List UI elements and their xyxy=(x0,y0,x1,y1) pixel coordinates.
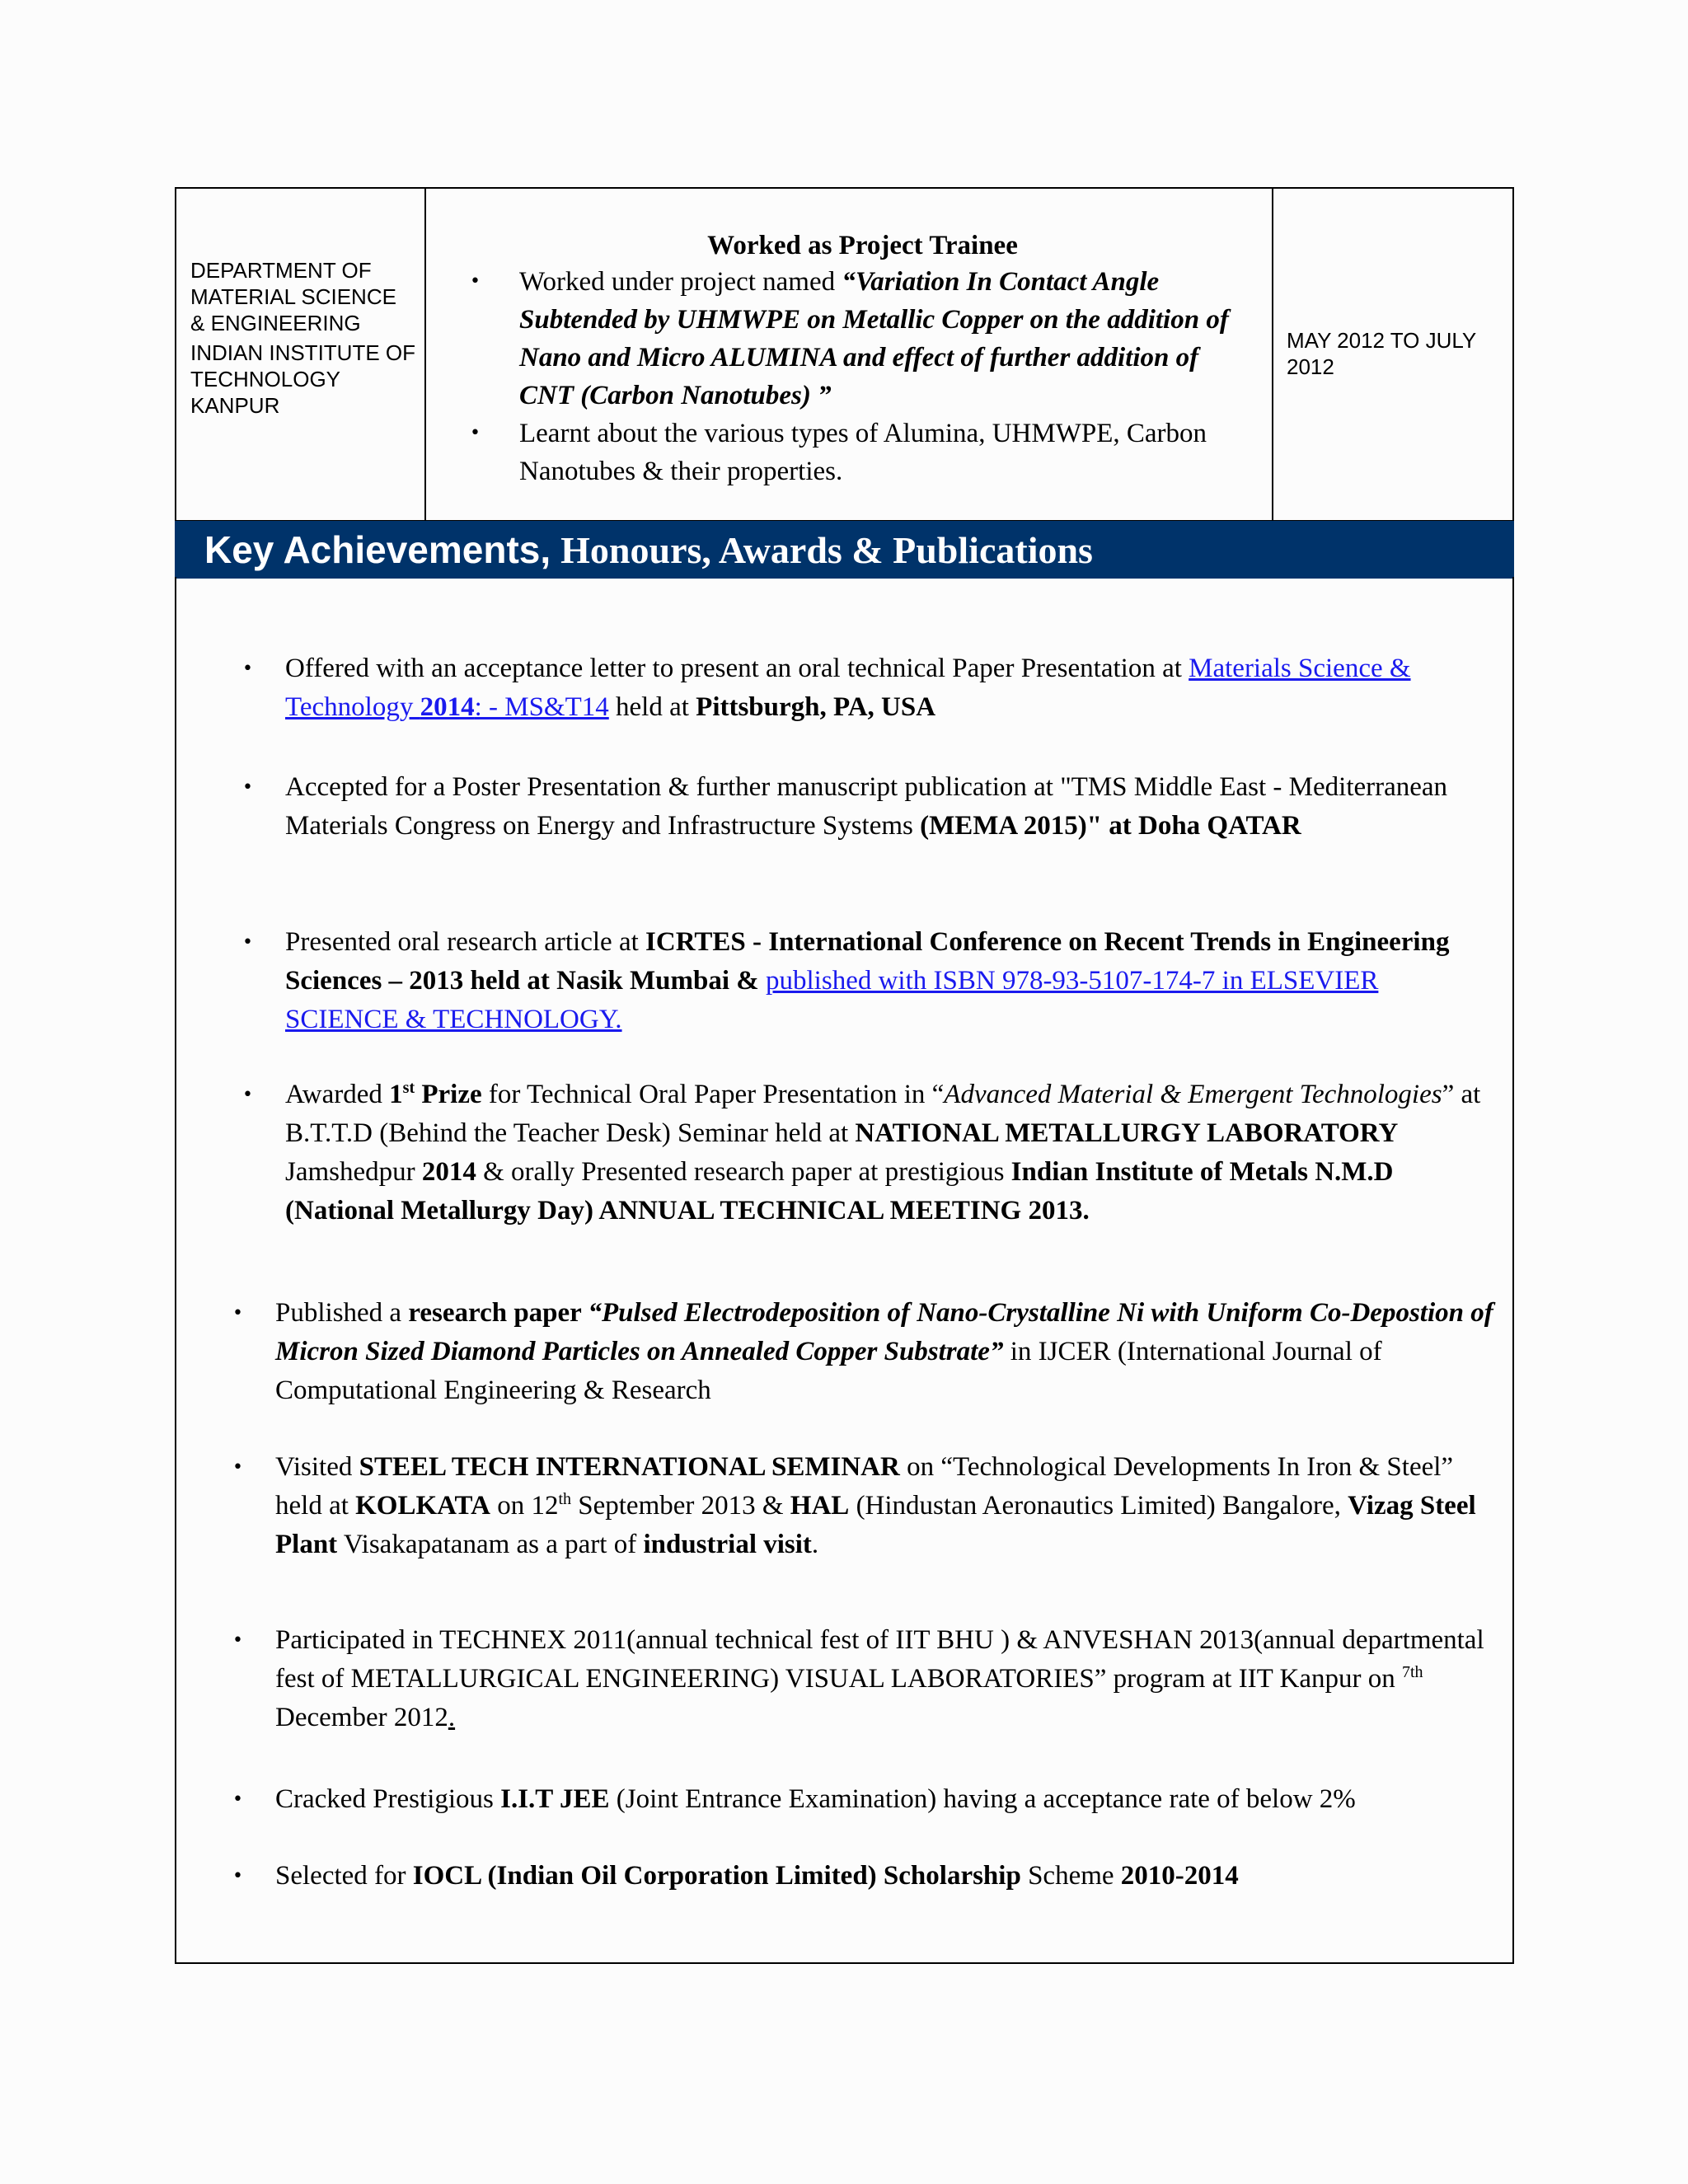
plant-name: Vizag Steel Plant xyxy=(275,1491,1476,1559)
achievement-text: Selected for xyxy=(275,1861,413,1891)
visit-type: industrial visit xyxy=(643,1530,812,1559)
paper-title: “Pulsed Electrodeposition of Nano-Crystalline Ni with Uniform Co-Depostion of Micron Sized Diamond Particles on Annealed Copper Substrate” xyxy=(275,1298,1493,1366)
achievement-text: December 2012 xyxy=(275,1703,448,1732)
achievement-text: Visited xyxy=(275,1452,359,1482)
achievement-text: & orally Presented research paper at prestigious xyxy=(476,1157,1011,1187)
department-name: DEPARTMENT OF MATERIAL SCIENCE & ENGINEERING xyxy=(190,258,396,335)
achievement-item xyxy=(242,768,1472,846)
achievement-text: on “Technological Developments In Iron & Steel” held at xyxy=(275,1452,1454,1521)
achievement-item xyxy=(242,1076,1497,1230)
location-text: Pittsburgh, PA, USA xyxy=(696,692,936,722)
link-text-bold: 2014 xyxy=(420,692,475,722)
achievement-text: September 2013 & xyxy=(571,1491,790,1521)
experience-table xyxy=(175,187,1514,522)
achievements-box xyxy=(175,577,1514,1964)
scholarship-name: IOCL (Indian Oil Corporation Limited) Scholarship xyxy=(412,1861,1021,1891)
link-text: : - MS&T14 xyxy=(474,692,609,722)
achievement-text: . xyxy=(811,1530,819,1559)
meeting-name: Indian Institute of Metals N.M.D (National Metallurgy Day) ANNUAL TECHNICAL MEETING 2013. xyxy=(285,1157,1394,1226)
ordinal-suffix: th xyxy=(558,1490,571,1508)
city-name: KOLKATA xyxy=(355,1491,490,1521)
section-header-achievements xyxy=(175,521,1514,579)
achievement-text: in IJCER (International Journal of Computational Engineering & Research xyxy=(275,1337,1382,1405)
year-range: 2010-2014 xyxy=(1120,1861,1239,1891)
bullet-icon: • xyxy=(242,658,253,679)
achievement-text: ” at B.T.T.D (Behind the Teacher Desk) Seminar held at xyxy=(285,1080,1481,1148)
achievement-bold-text: ICRTES - International Conference on Recent Trends in Engineering Sciences – 2013 held at Nasik Mumbai & xyxy=(285,927,1450,996)
learning-text: Learnt about the various types of Alumina, UHMWPE, Carbon Nanotubes & their properties. xyxy=(519,419,1207,486)
achievement-text: Accepted for a Poster Presentation & further manuscript publication at "TMS Middle East - Mediterranean Materials Congress on Energy and Infrastructure Systems xyxy=(285,772,1448,841)
achievement-item xyxy=(232,1294,1495,1410)
achievement-item xyxy=(242,923,1497,1039)
experience-detail-cell xyxy=(426,189,1273,520)
link-text: Materials Science & Technology xyxy=(285,654,1411,722)
ordinal-suffix: st xyxy=(402,1079,415,1097)
achievement-text: (Hindustan Aeronautics Limited) Bangalore, xyxy=(849,1491,1348,1521)
isbn-publication-link[interactable]: published with ISBN 978-93-5107-174-7 in ELSEVIER SCIENCE & TECHNOLOGY. xyxy=(285,966,1379,1034)
experience-bullets xyxy=(470,263,1255,490)
achievement-bold-text: research paper xyxy=(408,1298,588,1328)
bullet-icon: • xyxy=(242,777,253,798)
prize-rank: 1 xyxy=(389,1080,403,1109)
section-title-serif: Honours, Awards & Publications xyxy=(560,528,1093,571)
experience-organization-cell xyxy=(176,189,426,520)
achievement-text: Scheme xyxy=(1020,1861,1121,1891)
achievement-text: Presented oral research article at xyxy=(285,927,646,957)
bullet-icon: • xyxy=(242,932,253,953)
institute-name: INDIAN INSTITUTE OF TECHNOLOGY KANPUR xyxy=(190,340,415,418)
achievement-text: on 12 xyxy=(490,1491,559,1521)
company-name: HAL xyxy=(790,1491,850,1521)
achievement-text: Cracked Prestigious xyxy=(275,1784,501,1814)
achievement-text: Published a xyxy=(275,1298,409,1328)
project-name: “Variation In Contact Angle Subtended by UHMWPE on Metallic Copper on the addition of Nano and Micro ALUMINA and effect of further addition of CNT (Carbon Nanotubes) ” xyxy=(519,267,1229,410)
achievement-text: Visakapatanam as a part of xyxy=(337,1530,644,1559)
experience-bullet-learning xyxy=(470,415,1255,490)
bullet-icon: • xyxy=(232,1866,243,1886)
bullet-icon: • xyxy=(232,1630,243,1651)
achievement-text: . xyxy=(448,1703,456,1732)
achievement-text: Offered with an acceptance letter to present an oral technical Paper Presentation at xyxy=(285,654,1189,683)
bullet-icon: • xyxy=(242,1085,253,1105)
achievement-text: Jamshedpur xyxy=(285,1157,422,1187)
seminar-name: STEEL TECH INTERNATIONAL SEMINAR xyxy=(359,1452,900,1482)
ordinal-suffix: 7th xyxy=(1401,1663,1423,1681)
achievement-item xyxy=(232,1857,1495,1896)
lab-name: NATIONAL METALLURGY LABORATORY xyxy=(855,1118,1399,1148)
achievement-text: Awarded xyxy=(285,1080,390,1109)
achievement-item xyxy=(232,1780,1495,1819)
experience-date: MAY 2012 TO JULY 2012 xyxy=(1287,328,1476,379)
bullet-icon: • xyxy=(470,423,481,443)
project-prefix: Worked under project named xyxy=(519,267,842,297)
experience-title: Worked as Project Trainee xyxy=(707,231,1018,260)
bullet-icon: • xyxy=(232,1789,243,1810)
achievement-text: Participated in TECHNEX 2011(annual technical fest of IIT BHU ) & ANVESHAN 2013(annual departmental fest of METALLURGICAL ENGINEERING) VISUAL LABORATORIES” program at IIT Kanpur on xyxy=(275,1625,1484,1694)
experience-bullet-project xyxy=(470,263,1255,415)
achievement-item xyxy=(232,1448,1495,1564)
year-text: 2014 xyxy=(421,1157,476,1187)
bullet-icon: • xyxy=(470,271,481,292)
section-title-sans: Key Achievements, xyxy=(204,528,551,571)
achievement-text: (Joint Entrance Examination) having a acceptance rate of below 2% xyxy=(609,1784,1356,1814)
achievement-bold-text: (MEMA 2015)" at Doha QATAR xyxy=(920,811,1301,841)
bullet-icon: • xyxy=(232,1457,243,1478)
experience-date-cell xyxy=(1273,189,1512,520)
prize-label: Prize xyxy=(415,1080,482,1109)
achievement-item xyxy=(242,649,1497,727)
achievement-item xyxy=(232,1621,1495,1737)
bullet-icon: • xyxy=(232,1303,243,1324)
topic-text: Advanced Material & Emergent Technologies xyxy=(944,1080,1442,1109)
exam-name: I.I.T JEE xyxy=(500,1784,610,1814)
achievement-text: for Technical Oral Paper Presentation in “ xyxy=(481,1080,945,1109)
achievement-text: held at xyxy=(608,692,696,722)
